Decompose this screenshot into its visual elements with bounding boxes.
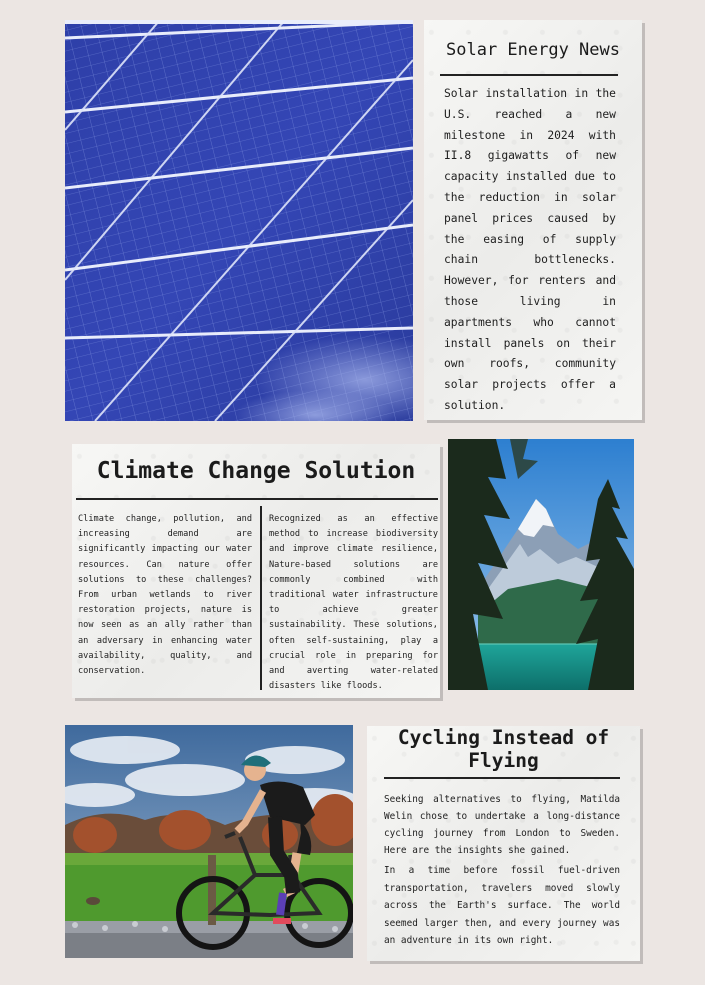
climate-article-card (72, 444, 440, 698)
mountain-lake-image (448, 439, 634, 690)
solar-article-body: Solar installation in the U.S. reached a new milestone in 2024 with II.8 gigawatts of new capacity installed due to the reduction in solar panel prices caused by the easing of supply chain bottlenecks. However, for renters and those living in apartments who cannot install panels on their own roofs, community solar projects offer a solution. (444, 87, 616, 412)
solar-panels-image (65, 20, 413, 421)
cycling-article-card (367, 726, 640, 961)
climate-column-1: Climate change, pollution, and increasing demand are significantly impacting our water resources. Can nature offer solutions to these challenges? From urban wetlands to river restoration projects, nature is now seen as an ally rather than an adversary in enhancing water availability, quality, and conservation. (78, 514, 252, 677)
cyclist-image (65, 725, 353, 958)
cycling-paragraph-1: Seeking alternatives to flying, Matilda Welin chose to undertake a long-distance cycling journey from London to Sweden. Here are the insights she gained. (384, 794, 620, 856)
cycling-paragraph-2: In a time before fossil fuel-driven transportation, travelers moved slowly across the Earth's surface. The world seemed larger then, and every journey was an adventure in its own right. (384, 865, 620, 946)
cycling-title-divider (384, 777, 620, 779)
climate-column-2: Recognized as an effective method to increase biodiversity and improve climate resilience, Nature-based solutions are commonly combined with traditional water infrastructure to achieve greater sustainability. These solutions, often self-sustaining, play a crucial role in preparing for and averting water-related disasters like floods. (269, 514, 438, 692)
solar-article-card (424, 20, 642, 420)
climate-title-divider (76, 498, 438, 500)
climate-article-title: Climate Change Solution (96, 458, 416, 484)
cycling-article-title: Cycling Instead of Flying (397, 726, 610, 772)
solar-article-title: Solar Energy News (446, 40, 620, 60)
solar-title-divider (440, 74, 618, 76)
column-divider (260, 506, 262, 690)
